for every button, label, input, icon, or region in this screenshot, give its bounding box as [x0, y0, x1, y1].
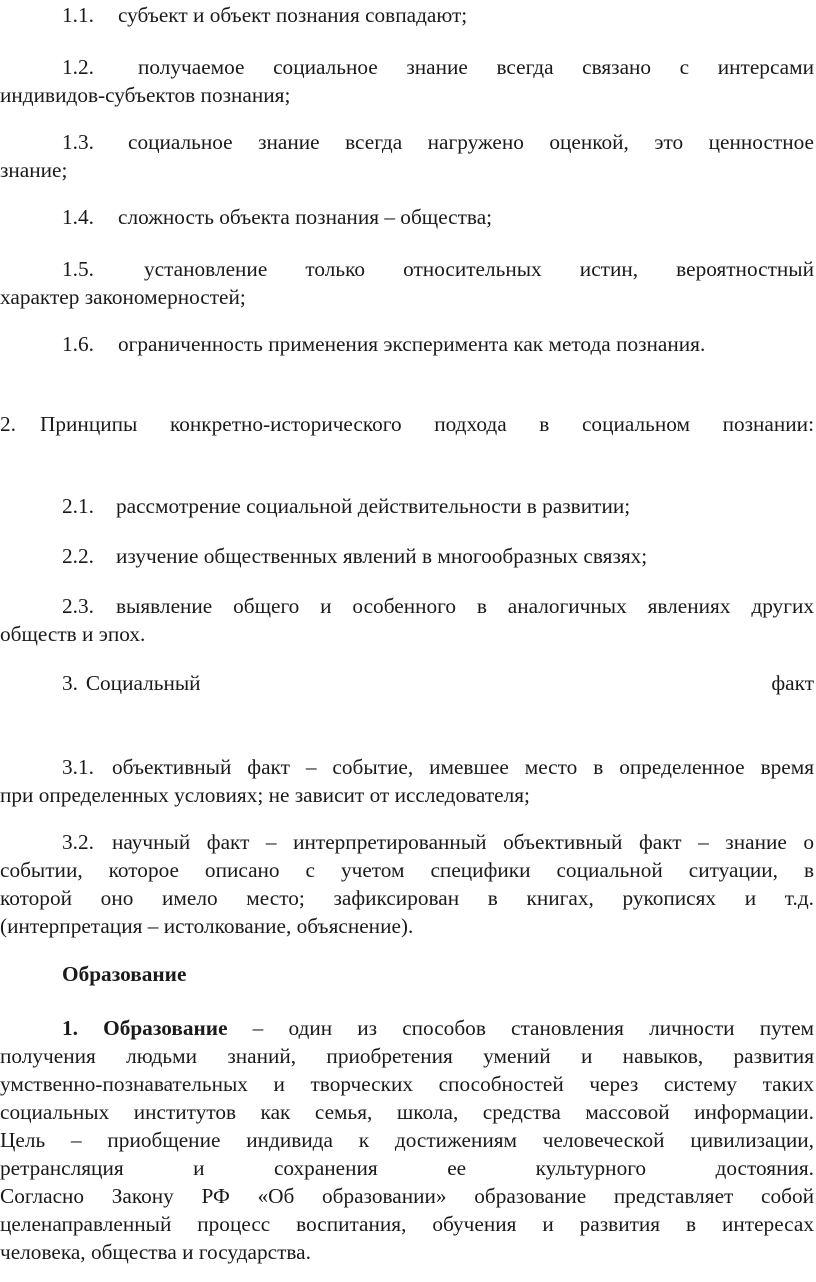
- item-number: 1.1.: [62, 3, 94, 27]
- heading-number: 3.: [62, 671, 78, 695]
- item-text: сложность объекта познания – общества;: [118, 205, 493, 229]
- item-number: 1.5.: [62, 257, 94, 281]
- item-number: 1.6.: [62, 332, 94, 356]
- paragraph-number: 1.: [62, 1016, 78, 1040]
- list-item-1-6: [0, 331, 814, 358]
- heading-text: Социальный факт: [85, 671, 814, 695]
- item-text: объективный факт – событие, имевшее место в определенное время: [112, 755, 814, 779]
- item-number: 1.3.: [62, 130, 94, 154]
- item-number: 3.2.: [62, 830, 94, 854]
- education-paragraph-first-line: [0, 1015, 814, 1042]
- item-number: 1.4.: [62, 205, 94, 229]
- item-text: научный факт – интерпретированный объективный факт – знание о: [112, 830, 814, 854]
- paragraph-text: – один из способов становления личности путем: [227, 1016, 814, 1040]
- list-item-1-1: [0, 2, 814, 29]
- list-item-1-3: [0, 129, 814, 156]
- section-2-heading: [0, 411, 814, 438]
- heading-text: Принципы конкретно-исторического подхода в социальном познании:: [40, 412, 814, 436]
- item-number: 2.3.: [62, 594, 94, 618]
- section-title: Образование: [62, 962, 187, 986]
- paragraph-line: умственно-познавательных и творческих способностей через систему таких: [0, 1072, 814, 1096]
- list-item-3-2-cont: событии, которое описано с учетом специфики социальной ситуации, в: [0, 858, 814, 882]
- item-text: субъект и объект познания совпадают;: [118, 3, 468, 27]
- list-item-2-3: [0, 593, 814, 620]
- list-item-3-2: [0, 829, 814, 856]
- paragraph-line: человека, общества и государства.: [0, 1240, 311, 1264]
- list-item-3-1: [0, 754, 814, 781]
- item-number: 2.1.: [62, 494, 94, 518]
- item-text: ограниченность применения эксперимента как метода познания.: [118, 332, 706, 356]
- list-item-3-1-cont: при определенных условиях; не зависит от исследователя;: [0, 783, 530, 807]
- item-text: получаемое социальное знание всегда связано с интерсами: [138, 55, 814, 79]
- list-item-3-2-cont: которой оно имело место; зафиксирован в книгах, рукописях и т.д.: [0, 886, 814, 910]
- item-text: изучение общественных явлений в многообразных связях;: [116, 544, 648, 568]
- list-item-1-5: [0, 256, 814, 283]
- item-text: выявление общего и особенного в аналогичных явлениях других: [116, 594, 814, 618]
- heading-number: 2.: [0, 412, 16, 436]
- list-item-1-2: [0, 54, 814, 81]
- item-number: 2.2.: [62, 544, 94, 568]
- list-item-2-3-cont: обществ и эпох.: [0, 622, 146, 646]
- list-item-2-2: [0, 543, 814, 570]
- item-text: рассмотрение социальной действительности в развитии;: [116, 494, 631, 518]
- list-item-3-2-cont: (интерпретация – истолкование, объяснение).: [0, 914, 414, 938]
- list-item-1-3-cont: знание;: [0, 158, 68, 182]
- paragraph-line: целенаправленный процесс воспитания, обучения и развития в интересах: [0, 1212, 814, 1236]
- list-item-1-5-cont: характер закономерностей;: [0, 285, 246, 309]
- item-text: установление только относительных истин, вероятностный: [144, 257, 814, 281]
- list-item-2-1: [0, 493, 814, 520]
- paragraph-line: ретрансляция и сохранения ее культурного достояния.: [0, 1156, 814, 1180]
- item-text: социальное знание всегда нагружено оценкой, это ценностное: [128, 130, 814, 154]
- paragraph-line: социальных институтов как семья, школа, средства массовой информации.: [0, 1100, 814, 1124]
- paragraph-term: Образование: [103, 1016, 228, 1040]
- paragraph-line: Цель – приобщение индивида к достижениям человеческой цивилизации,: [0, 1128, 814, 1152]
- item-number: 3.1.: [62, 755, 94, 779]
- paragraph-line: Согласно Закону РФ «Об образовании» образование представляет собой: [0, 1184, 814, 1208]
- section-3-heading: [0, 670, 814, 697]
- item-number: 1.2.: [62, 55, 94, 79]
- list-item-1-2-cont: индивидов-субъектов познания;: [0, 83, 291, 107]
- paragraph-line: получения людьми знаний, приобретения умений и навыков, развития: [0, 1044, 814, 1068]
- list-item-1-4: [0, 204, 814, 231]
